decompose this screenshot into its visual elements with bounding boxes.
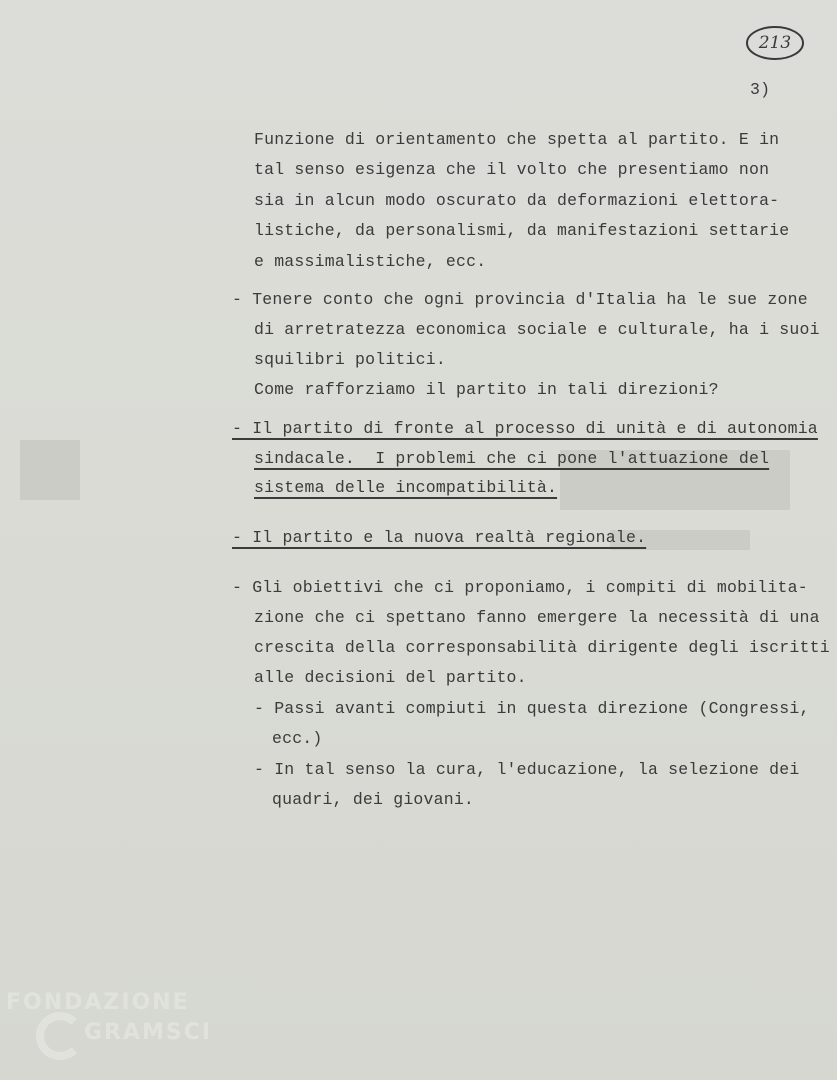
watermark-g-mark (36, 1012, 84, 1060)
underlined-text-line: sistema delle incompatibilità. (254, 478, 558, 497)
fondazione-gramsci-watermark (6, 990, 216, 1070)
text-line: ecc.) (272, 729, 323, 748)
text-line: crescita della corresponsabilità dirigente degli iscritti (254, 638, 830, 657)
page-number: 3) (750, 80, 771, 99)
watermark-line2: GRAMSCI (84, 1020, 213, 1045)
text-line: squilibri politici. (254, 350, 446, 369)
underlined-text-line: sindacale. I problemi che ci pone l'attuazione del (254, 449, 770, 468)
text-line: Come rafforziamo il partito in tali direzioni? (254, 380, 719, 399)
sub-bullet-line: - Passi avanti compiuti in questa direzione (Congressi, (254, 699, 810, 718)
watermark-line1: FONDAZIONE (6, 990, 190, 1015)
bullet-line: - Gli obiettivi che ci proponiamo, i compiti di mobilita- (232, 578, 808, 597)
bleed-through-text (0, 420, 837, 600)
text-line: Funzione di orientamento che spetta al partito. E in (254, 130, 780, 149)
text-line: di arretratezza economica sociale e culturale, ha i suoi (254, 320, 820, 339)
archive-number-stamp (744, 24, 806, 62)
sub-bullet-line: - In tal senso la cura, l'educazione, la selezione dei (254, 760, 800, 779)
text-line: tal senso esigenza che il volto che presentiamo non (254, 160, 770, 179)
text-line: quadri, dei giovani. (272, 790, 475, 809)
underlined-bullet-line: - Il partito e la nuova realtà regionale. (232, 528, 647, 547)
text-line: alle decisioni del partito. (254, 668, 527, 687)
bullet-line: - Tenere conto che ogni provincia d'Italia ha le sue zone (232, 290, 808, 309)
text-line: e massimalistiche, ecc. (254, 252, 487, 271)
text-line: listiche, da personalismi, da manifestazioni settarie (254, 221, 790, 240)
stamp-number: 213 (758, 33, 792, 53)
text-line: sia in alcun modo oscurato da deformazioni elettora- (254, 191, 780, 210)
underlined-bullet-line: - Il partito di fronte al processo di unità e di autonomia (232, 419, 818, 438)
text-line: zione che ci spettano fanno emergere la necessità di una (254, 608, 820, 627)
